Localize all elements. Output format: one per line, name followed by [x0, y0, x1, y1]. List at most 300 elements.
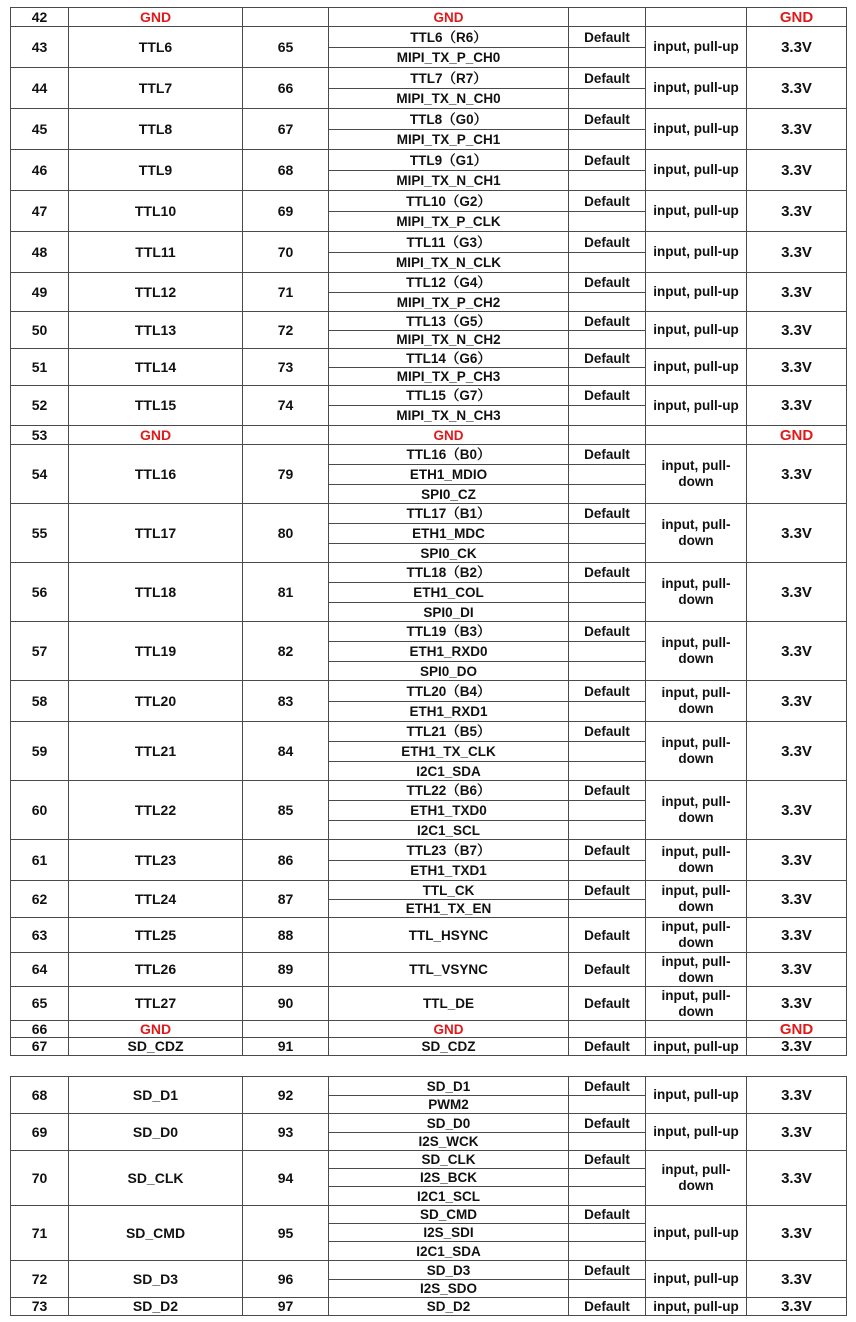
table-row: [11, 312, 847, 331]
default-cell: Default: [569, 953, 646, 987]
function-cell: TTL23（B7）: [329, 840, 569, 861]
table-row: [11, 1077, 847, 1096]
signal-name-cell: TTL6: [69, 27, 243, 68]
voltage-cell: 3.3V: [747, 881, 847, 918]
table-row: [11, 953, 847, 987]
pin-number-cell: 49: [11, 273, 69, 312]
function-cell: I2S_WCK: [329, 1133, 569, 1151]
signal-name-cell: SD_D1: [69, 1077, 243, 1114]
io-mode-cell: input, pull-down: [646, 681, 747, 722]
function-cell: MIPI_TX_N_CH2: [329, 331, 569, 349]
signal-name-cell: SD_D2: [69, 1298, 243, 1316]
default-empty-cell: [569, 48, 646, 68]
function-cell: TTL6（R6）: [329, 27, 569, 48]
default-cell: Default: [569, 1151, 646, 1169]
io-mode-cell: input, pull-up: [646, 150, 747, 191]
signal-name-cell: SD_CDZ: [69, 1038, 243, 1056]
function-cell: TTL8（G0）: [329, 109, 569, 130]
function-cell: ETH1_TXD0: [329, 801, 569, 821]
voltage-cell: GND: [747, 426, 847, 445]
signal-name-cell: TTL26: [69, 953, 243, 987]
pin-number-cell: 47: [11, 191, 69, 232]
function-cell: I2S_BCK: [329, 1169, 569, 1187]
pin-number-cell: 71: [11, 1206, 69, 1261]
signal-name-cell: TTL15: [69, 386, 243, 426]
function-cell: TTL13（G5）: [329, 312, 569, 331]
io-number-cell: 93: [243, 1114, 329, 1151]
default-cell: Default: [569, 881, 646, 900]
io-mode-cell: input, pull-down: [646, 881, 747, 918]
io-number-cell: 92: [243, 1077, 329, 1114]
io-mode-cell: input, pull-down: [646, 918, 747, 953]
function-cell: ETH1_COL: [329, 583, 569, 603]
signal-name-cell: TTL8: [69, 109, 243, 150]
function-cell: I2C1_SDA: [329, 762, 569, 781]
default-cell: Default: [569, 1077, 646, 1096]
io-mode-cell: input, pull-up: [646, 68, 747, 109]
function-cell: ETH1_MDIO: [329, 465, 569, 485]
function-cell: ETH1_TX_EN: [329, 900, 569, 918]
io-number-cell: 88: [243, 918, 329, 953]
function-cell: MIPI_TX_N_CH3: [329, 406, 569, 426]
default-empty-cell: [569, 801, 646, 821]
voltage-cell: 3.3V: [747, 987, 847, 1021]
io-mode-cell: input, pull-down: [646, 722, 747, 781]
function-cell: I2C1_SCL: [329, 1187, 569, 1206]
io-mode-cell: input, pull-up: [646, 191, 747, 232]
default-empty-cell: [569, 89, 646, 109]
table-row: [11, 1206, 847, 1224]
function-cell: TTL22（B6）: [329, 781, 569, 801]
function-cell: TTL18（B2）: [329, 563, 569, 583]
default-cell: [569, 8, 646, 27]
function-cell: SD_CLK: [329, 1151, 569, 1169]
table-row: [11, 27, 847, 48]
default-empty-cell: [569, 1280, 646, 1298]
function-cell: ETH1_RXD0: [329, 642, 569, 662]
voltage-cell: 3.3V: [747, 386, 847, 426]
default-empty-cell: [569, 212, 646, 232]
function-cell: SD_D2: [329, 1298, 569, 1316]
pin-number-cell: 58: [11, 681, 69, 722]
signal-name-cell: GND: [69, 1021, 243, 1038]
io-number-cell: 74: [243, 386, 329, 426]
pin-number-cell: 48: [11, 232, 69, 273]
table-row: [11, 1021, 847, 1038]
signal-name-cell: TTL21: [69, 722, 243, 781]
voltage-cell: 3.3V: [747, 273, 847, 312]
pin-number-cell: 53: [11, 426, 69, 445]
default-cell: Default: [569, 68, 646, 89]
default-cell: Default: [569, 191, 646, 212]
function-cell: MIPI_TX_N_CLK: [329, 253, 569, 273]
table-row: [11, 681, 847, 702]
default-cell: Default: [569, 232, 646, 253]
pin-number-cell: 54: [11, 445, 69, 504]
signal-name-cell: TTL17: [69, 504, 243, 563]
pin-number-cell: 61: [11, 840, 69, 881]
table-row: [11, 840, 847, 861]
default-cell: [569, 426, 646, 445]
default-empty-cell: [569, 702, 646, 722]
pin-number-cell: 46: [11, 150, 69, 191]
io-number-cell: [243, 1021, 329, 1038]
default-empty-cell: [569, 406, 646, 426]
io-number-cell: 81: [243, 563, 329, 622]
table-row: [11, 918, 847, 953]
pin-number-cell: 45: [11, 109, 69, 150]
default-cell: Default: [569, 109, 646, 130]
voltage-cell: 3.3V: [747, 1261, 847, 1298]
function-cell: SD_D3: [329, 1261, 569, 1280]
default-empty-cell: [569, 171, 646, 191]
table-row: [11, 232, 847, 253]
pin-number-cell: 42: [11, 8, 69, 27]
pin-table-main: [10, 7, 847, 1056]
function-cell: TTL21（B5）: [329, 722, 569, 742]
default-empty-cell: [569, 544, 646, 563]
pin-table-sd: [10, 1076, 847, 1316]
table-row: [11, 504, 847, 524]
default-empty-cell: [569, 1169, 646, 1187]
io-number-cell: 80: [243, 504, 329, 563]
io-mode-cell: input, pull-up: [646, 27, 747, 68]
default-empty-cell: [569, 485, 646, 504]
table-row: [11, 386, 847, 406]
default-empty-cell: [569, 900, 646, 918]
default-cell: Default: [569, 349, 646, 368]
function-cell: ETH1_TX_CLK: [329, 742, 569, 762]
default-empty-cell: [569, 524, 646, 544]
io-mode-cell: [646, 8, 747, 27]
function-cell: MIPI_TX_P_CH1: [329, 130, 569, 150]
io-number-cell: 82: [243, 622, 329, 681]
table-row: [11, 8, 847, 27]
pin-number-cell: 43: [11, 27, 69, 68]
function-cell: I2C1_SDA: [329, 1242, 569, 1261]
io-number-cell: 66: [243, 68, 329, 109]
signal-name-cell: TTL22: [69, 781, 243, 840]
function-cell: MIPI_TX_P_CLK: [329, 212, 569, 232]
table-row: [11, 68, 847, 89]
function-cell: SD_D1: [329, 1077, 569, 1096]
signal-name-cell: TTL18: [69, 563, 243, 622]
function-cell: SD_D0: [329, 1114, 569, 1133]
io-number-cell: 84: [243, 722, 329, 781]
io-number-cell: 95: [243, 1206, 329, 1261]
io-number-cell: 94: [243, 1151, 329, 1206]
function-cell: TTL14（G6）: [329, 349, 569, 368]
function-cell: MIPI_TX_N_CH1: [329, 171, 569, 191]
io-number-cell: 87: [243, 881, 329, 918]
default-empty-cell: [569, 465, 646, 485]
voltage-cell: 3.3V: [747, 1114, 847, 1151]
default-cell: Default: [569, 445, 646, 465]
signal-name-cell: TTL10: [69, 191, 243, 232]
default-cell: Default: [569, 504, 646, 524]
signal-name-cell: TTL9: [69, 150, 243, 191]
voltage-cell: 3.3V: [747, 504, 847, 563]
function-cell: TTL7（R7）: [329, 68, 569, 89]
io-number-cell: 90: [243, 987, 329, 1021]
io-mode-cell: input, pull-up: [646, 1206, 747, 1261]
default-empty-cell: [569, 1187, 646, 1206]
default-cell: Default: [569, 681, 646, 702]
io-mode-cell: input, pull-up: [646, 273, 747, 312]
function-cell: TTL10（G2）: [329, 191, 569, 212]
io-mode-cell: input, pull-up: [646, 1077, 747, 1114]
io-mode-cell: input, pull-up: [646, 349, 747, 386]
io-mode-cell: input, pull-down: [646, 622, 747, 681]
function-cell: TTL_VSYNC: [329, 953, 569, 987]
voltage-cell: 3.3V: [747, 722, 847, 781]
signal-name-cell: TTL25: [69, 918, 243, 953]
table-row: [11, 191, 847, 212]
table-row: [11, 1038, 847, 1056]
io-number-cell: [243, 426, 329, 445]
io-mode-cell: input, pull-down: [646, 504, 747, 563]
default-cell: Default: [569, 722, 646, 742]
io-number-cell: 72: [243, 312, 329, 349]
io-number-cell: 83: [243, 681, 329, 722]
voltage-cell: 3.3V: [747, 232, 847, 273]
pin-number-cell: 59: [11, 722, 69, 781]
default-cell: Default: [569, 312, 646, 331]
default-empty-cell: [569, 293, 646, 312]
table-row: [11, 150, 847, 171]
io-number-cell: 86: [243, 840, 329, 881]
function-cell: ETH1_TXD1: [329, 861, 569, 881]
default-cell: Default: [569, 1206, 646, 1224]
default-cell: Default: [569, 27, 646, 48]
voltage-cell: 3.3V: [747, 349, 847, 386]
default-empty-cell: [569, 1133, 646, 1151]
table-row: [11, 722, 847, 742]
signal-name-cell: GND: [69, 8, 243, 27]
table-row: [11, 1261, 847, 1280]
io-mode-cell: input, pull-down: [646, 987, 747, 1021]
voltage-cell: 3.3V: [747, 953, 847, 987]
default-empty-cell: [569, 368, 646, 386]
function-cell: I2C1_SCL: [329, 821, 569, 840]
table-row: [11, 563, 847, 583]
io-mode-cell: input, pull-down: [646, 840, 747, 881]
voltage-cell: 3.3V: [747, 681, 847, 722]
default-cell: Default: [569, 987, 646, 1021]
io-mode-cell: input, pull-up: [646, 1298, 747, 1316]
voltage-cell: 3.3V: [747, 109, 847, 150]
default-cell: Default: [569, 1261, 646, 1280]
io-number-cell: 85: [243, 781, 329, 840]
pin-number-cell: 51: [11, 349, 69, 386]
default-empty-cell: [569, 253, 646, 273]
function-cell: SPI0_CZ: [329, 485, 569, 504]
pin-number-cell: 66: [11, 1021, 69, 1038]
pin-number-cell: 60: [11, 781, 69, 840]
default-empty-cell: [569, 662, 646, 681]
default-empty-cell: [569, 603, 646, 622]
pin-number-cell: 52: [11, 386, 69, 426]
table-row: [11, 109, 847, 130]
voltage-cell: 3.3V: [747, 781, 847, 840]
voltage-cell: 3.3V: [747, 445, 847, 504]
default-empty-cell: [569, 742, 646, 762]
table-row: [11, 987, 847, 1021]
signal-name-cell: TTL16: [69, 445, 243, 504]
function-cell: MIPI_TX_N_CH0: [329, 89, 569, 109]
function-cell: TTL19（B3）: [329, 622, 569, 642]
function-cell: TTL_CK: [329, 881, 569, 900]
voltage-cell: 3.3V: [747, 622, 847, 681]
signal-name-cell: TTL13: [69, 312, 243, 349]
default-empty-cell: [569, 1096, 646, 1114]
io-mode-cell: [646, 1021, 747, 1038]
voltage-cell: GND: [747, 1021, 847, 1038]
function-cell: TTL20（B4）: [329, 681, 569, 702]
default-empty-cell: [569, 861, 646, 881]
table-row: [11, 349, 847, 368]
io-number-cell: [243, 8, 329, 27]
pin-number-cell: 69: [11, 1114, 69, 1151]
pin-number-cell: 44: [11, 68, 69, 109]
io-number-cell: 96: [243, 1261, 329, 1298]
pin-number-cell: 68: [11, 1077, 69, 1114]
voltage-cell: 3.3V: [747, 312, 847, 349]
signal-name-cell: TTL24: [69, 881, 243, 918]
function-cell: TTL15（G7）: [329, 386, 569, 406]
io-mode-cell: input, pull-up: [646, 312, 747, 349]
io-number-cell: 73: [243, 349, 329, 386]
voltage-cell: 3.3V: [747, 1298, 847, 1316]
io-number-cell: 71: [243, 273, 329, 312]
pin-number-cell: 50: [11, 312, 69, 349]
io-mode-cell: [646, 426, 747, 445]
table-row: [11, 781, 847, 801]
function-cell: ETH1_RXD1: [329, 702, 569, 722]
signal-name-cell: SD_CLK: [69, 1151, 243, 1206]
voltage-cell: GND: [747, 8, 847, 27]
default-empty-cell: [569, 762, 646, 781]
io-mode-cell: input, pull-up: [646, 1038, 747, 1056]
voltage-cell: 3.3V: [747, 1151, 847, 1206]
function-cell: TTL9（G1）: [329, 150, 569, 171]
table-row: [11, 273, 847, 293]
pin-number-cell: 63: [11, 918, 69, 953]
io-mode-cell: input, pull-down: [646, 445, 747, 504]
default-empty-cell: [569, 331, 646, 349]
default-cell: Default: [569, 273, 646, 293]
table-row: [11, 622, 847, 642]
signal-name-cell: TTL27: [69, 987, 243, 1021]
io-mode-cell: input, pull-down: [646, 1151, 747, 1206]
pin-number-cell: 55: [11, 504, 69, 563]
voltage-cell: 3.3V: [747, 1077, 847, 1114]
io-mode-cell: input, pull-up: [646, 1261, 747, 1298]
function-cell: SPI0_CK: [329, 544, 569, 563]
signal-name-cell: SD_D0: [69, 1114, 243, 1151]
voltage-cell: 3.3V: [747, 563, 847, 622]
pin-number-cell: 57: [11, 622, 69, 681]
default-empty-cell: [569, 583, 646, 603]
table-row: [11, 1151, 847, 1169]
io-number-cell: 89: [243, 953, 329, 987]
function-cell: MIPI_TX_P_CH0: [329, 48, 569, 68]
function-cell: SD_CDZ: [329, 1038, 569, 1056]
default-cell: Default: [569, 781, 646, 801]
default-empty-cell: [569, 1242, 646, 1261]
voltage-cell: 3.3V: [747, 27, 847, 68]
voltage-cell: 3.3V: [747, 191, 847, 232]
default-cell: Default: [569, 150, 646, 171]
signal-name-cell: TTL23: [69, 840, 243, 881]
default-empty-cell: [569, 130, 646, 150]
function-cell: SPI0_DI: [329, 603, 569, 622]
function-cell: TTL16（B0）: [329, 445, 569, 465]
io-number-cell: 68: [243, 150, 329, 191]
table-row: [11, 881, 847, 900]
default-cell: Default: [569, 840, 646, 861]
function-cell: ETH1_MDC: [329, 524, 569, 544]
function-cell: GND: [329, 8, 569, 27]
voltage-cell: 3.3V: [747, 150, 847, 191]
signal-name-cell: TTL19: [69, 622, 243, 681]
signal-name-cell: TTL14: [69, 349, 243, 386]
pin-number-cell: 73: [11, 1298, 69, 1316]
io-mode-cell: input, pull-up: [646, 386, 747, 426]
table-row: [11, 1298, 847, 1316]
io-number-cell: 67: [243, 109, 329, 150]
function-cell: MIPI_TX_P_CH2: [329, 293, 569, 312]
voltage-cell: 3.3V: [747, 68, 847, 109]
io-number-cell: 69: [243, 191, 329, 232]
pin-number-cell: 70: [11, 1151, 69, 1206]
signal-name-cell: TTL7: [69, 68, 243, 109]
io-number-cell: 79: [243, 445, 329, 504]
io-mode-cell: input, pull-down: [646, 953, 747, 987]
default-cell: Default: [569, 1298, 646, 1316]
default-empty-cell: [569, 821, 646, 840]
function-cell: SD_CMD: [329, 1206, 569, 1224]
voltage-cell: 3.3V: [747, 1206, 847, 1261]
signal-name-cell: SD_D3: [69, 1261, 243, 1298]
voltage-cell: 3.3V: [747, 918, 847, 953]
io-mode-cell: input, pull-up: [646, 232, 747, 273]
pin-number-cell: 62: [11, 881, 69, 918]
function-cell: TTL_HSYNC: [329, 918, 569, 953]
function-cell: MIPI_TX_P_CH3: [329, 368, 569, 386]
default-cell: Default: [569, 622, 646, 642]
signal-name-cell: TTL12: [69, 273, 243, 312]
table-row: [11, 1114, 847, 1133]
function-cell: PWM2: [329, 1096, 569, 1114]
io-mode-cell: input, pull-up: [646, 1114, 747, 1151]
function-cell: GND: [329, 426, 569, 445]
voltage-cell: 3.3V: [747, 840, 847, 881]
io-number-cell: 65: [243, 27, 329, 68]
function-cell: SPI0_DO: [329, 662, 569, 681]
pin-number-cell: 64: [11, 953, 69, 987]
default-cell: Default: [569, 563, 646, 583]
io-number-cell: 91: [243, 1038, 329, 1056]
default-cell: Default: [569, 918, 646, 953]
function-cell: TTL11（G3）: [329, 232, 569, 253]
io-mode-cell: input, pull-down: [646, 563, 747, 622]
function-cell: GND: [329, 1021, 569, 1038]
default-cell: [569, 1021, 646, 1038]
io-number-cell: 70: [243, 232, 329, 273]
default-empty-cell: [569, 642, 646, 662]
default-cell: Default: [569, 1038, 646, 1056]
